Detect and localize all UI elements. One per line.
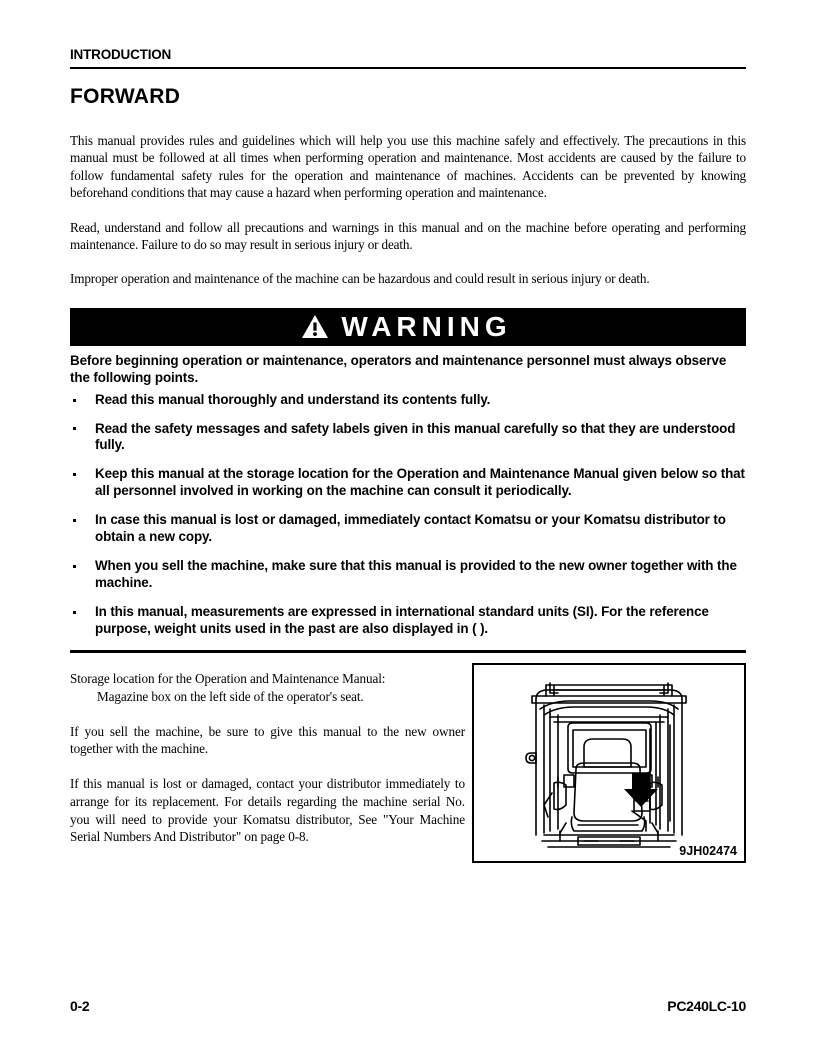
bullet-text: Read the safety messages and safety labels given in this manual carefully so that they are understood fully. [95, 420, 736, 453]
warning-banner [70, 308, 746, 346]
operator-cab-interior-illustration [474, 665, 744, 861]
storage-lost-paragraph: If this manual is lost or damaged, contact your distributor immediately to arrange for its replacement. For details regarding the machine serial No. you will need to provide your Komatsu distributor, See "Your Machine Serial Numbers And Distributor" on page 0-8. [70, 776, 465, 845]
bullet-dot-icon [73, 611, 76, 614]
intro-paragraph-3: Improper operation and maintenance of the machine can be hazardous and could result in serious injury or death. [70, 271, 650, 287]
storage-text-column [70, 670, 465, 846]
intro-paragraph-2: Read, understand and follow all precautions and warnings in this manual and on the machine before operating and performing maintenance. Failure to do so may result in serious injury or death. [70, 219, 746, 252]
bullet-dot-icon [73, 399, 76, 402]
bullet-dot-icon [73, 519, 76, 522]
list-item [70, 604, 746, 638]
footer-model: PC240LC-10 [667, 998, 746, 1014]
bullet-dot-icon [73, 565, 76, 568]
intro-paragraph-1: This manual provides rules and guidelines which will help you use this machine safely and effectively. The precautions in this manual must be followed at all times when performing operation and maintenance. Most accidents are caused by the failure to follow fundamental safety rules for the operation and maintenance of machines. Accidents can be prevented by knowing beforehand conditions that may cause a hazard when performing operation and maintenance. [70, 132, 746, 201]
list-item [70, 558, 746, 592]
notice-bullet-list [70, 392, 746, 638]
storage-heading: Storage location for the Operation and Maintenance Manual: [70, 671, 386, 687]
storage-location: Magazine box on the left side of the operator's seat. [97, 689, 364, 705]
list-item [70, 392, 746, 409]
list-item [70, 466, 746, 500]
pointer-arrow-icon [624, 773, 658, 807]
warning-triangle-icon [301, 314, 329, 339]
storage-heading-block [70, 670, 465, 705]
bullet-dot-icon [73, 427, 76, 430]
storage-sell-paragraph: If you sell the machine, be sure to give this manual to the new owner together with the machine. [70, 723, 465, 757]
footer-page-number: 0-2 [70, 998, 90, 1014]
storage-section [70, 670, 746, 880]
page-content [70, 48, 746, 880]
page-footer [70, 998, 746, 1014]
section-label: INTRODUCTION [70, 47, 172, 62]
notice-bottom-divider [70, 650, 746, 653]
figure-container [472, 663, 746, 863]
bullet-text: Keep this manual at the storage location for the Operation and Maintenance Manual given below so that all personnel involved in working on the machine can consult it periodically. [95, 466, 745, 499]
bullet-text: In this manual, measurements are expressed in international standard units (SI). For the reference purpose, weight units used in the past are also displayed in ( ). [95, 603, 709, 636]
bullet-text: When you sell the machine, make sure that this manual is provided to the new owner together with the machine. [95, 557, 737, 590]
bullet-text: Read this manual thoroughly and understand its contents fully. [95, 391, 491, 407]
figure-id-label: 9JH02474 [679, 844, 737, 859]
bullet-dot-icon [73, 473, 76, 476]
bullet-text: In case this manual is lost or damaged, immediately contact Komatsu or your Komatsu distributor to obtain a new copy. [95, 512, 726, 544]
notice-intro-text: Before beginning operation or maintenance, operators and maintenance personnel must always observe the following points. [70, 352, 727, 385]
header-divider [70, 67, 746, 69]
list-item [70, 421, 746, 455]
list-item [70, 512, 746, 546]
warning-label: WARNING [341, 310, 512, 342]
page-title: FORWARD [70, 84, 181, 108]
